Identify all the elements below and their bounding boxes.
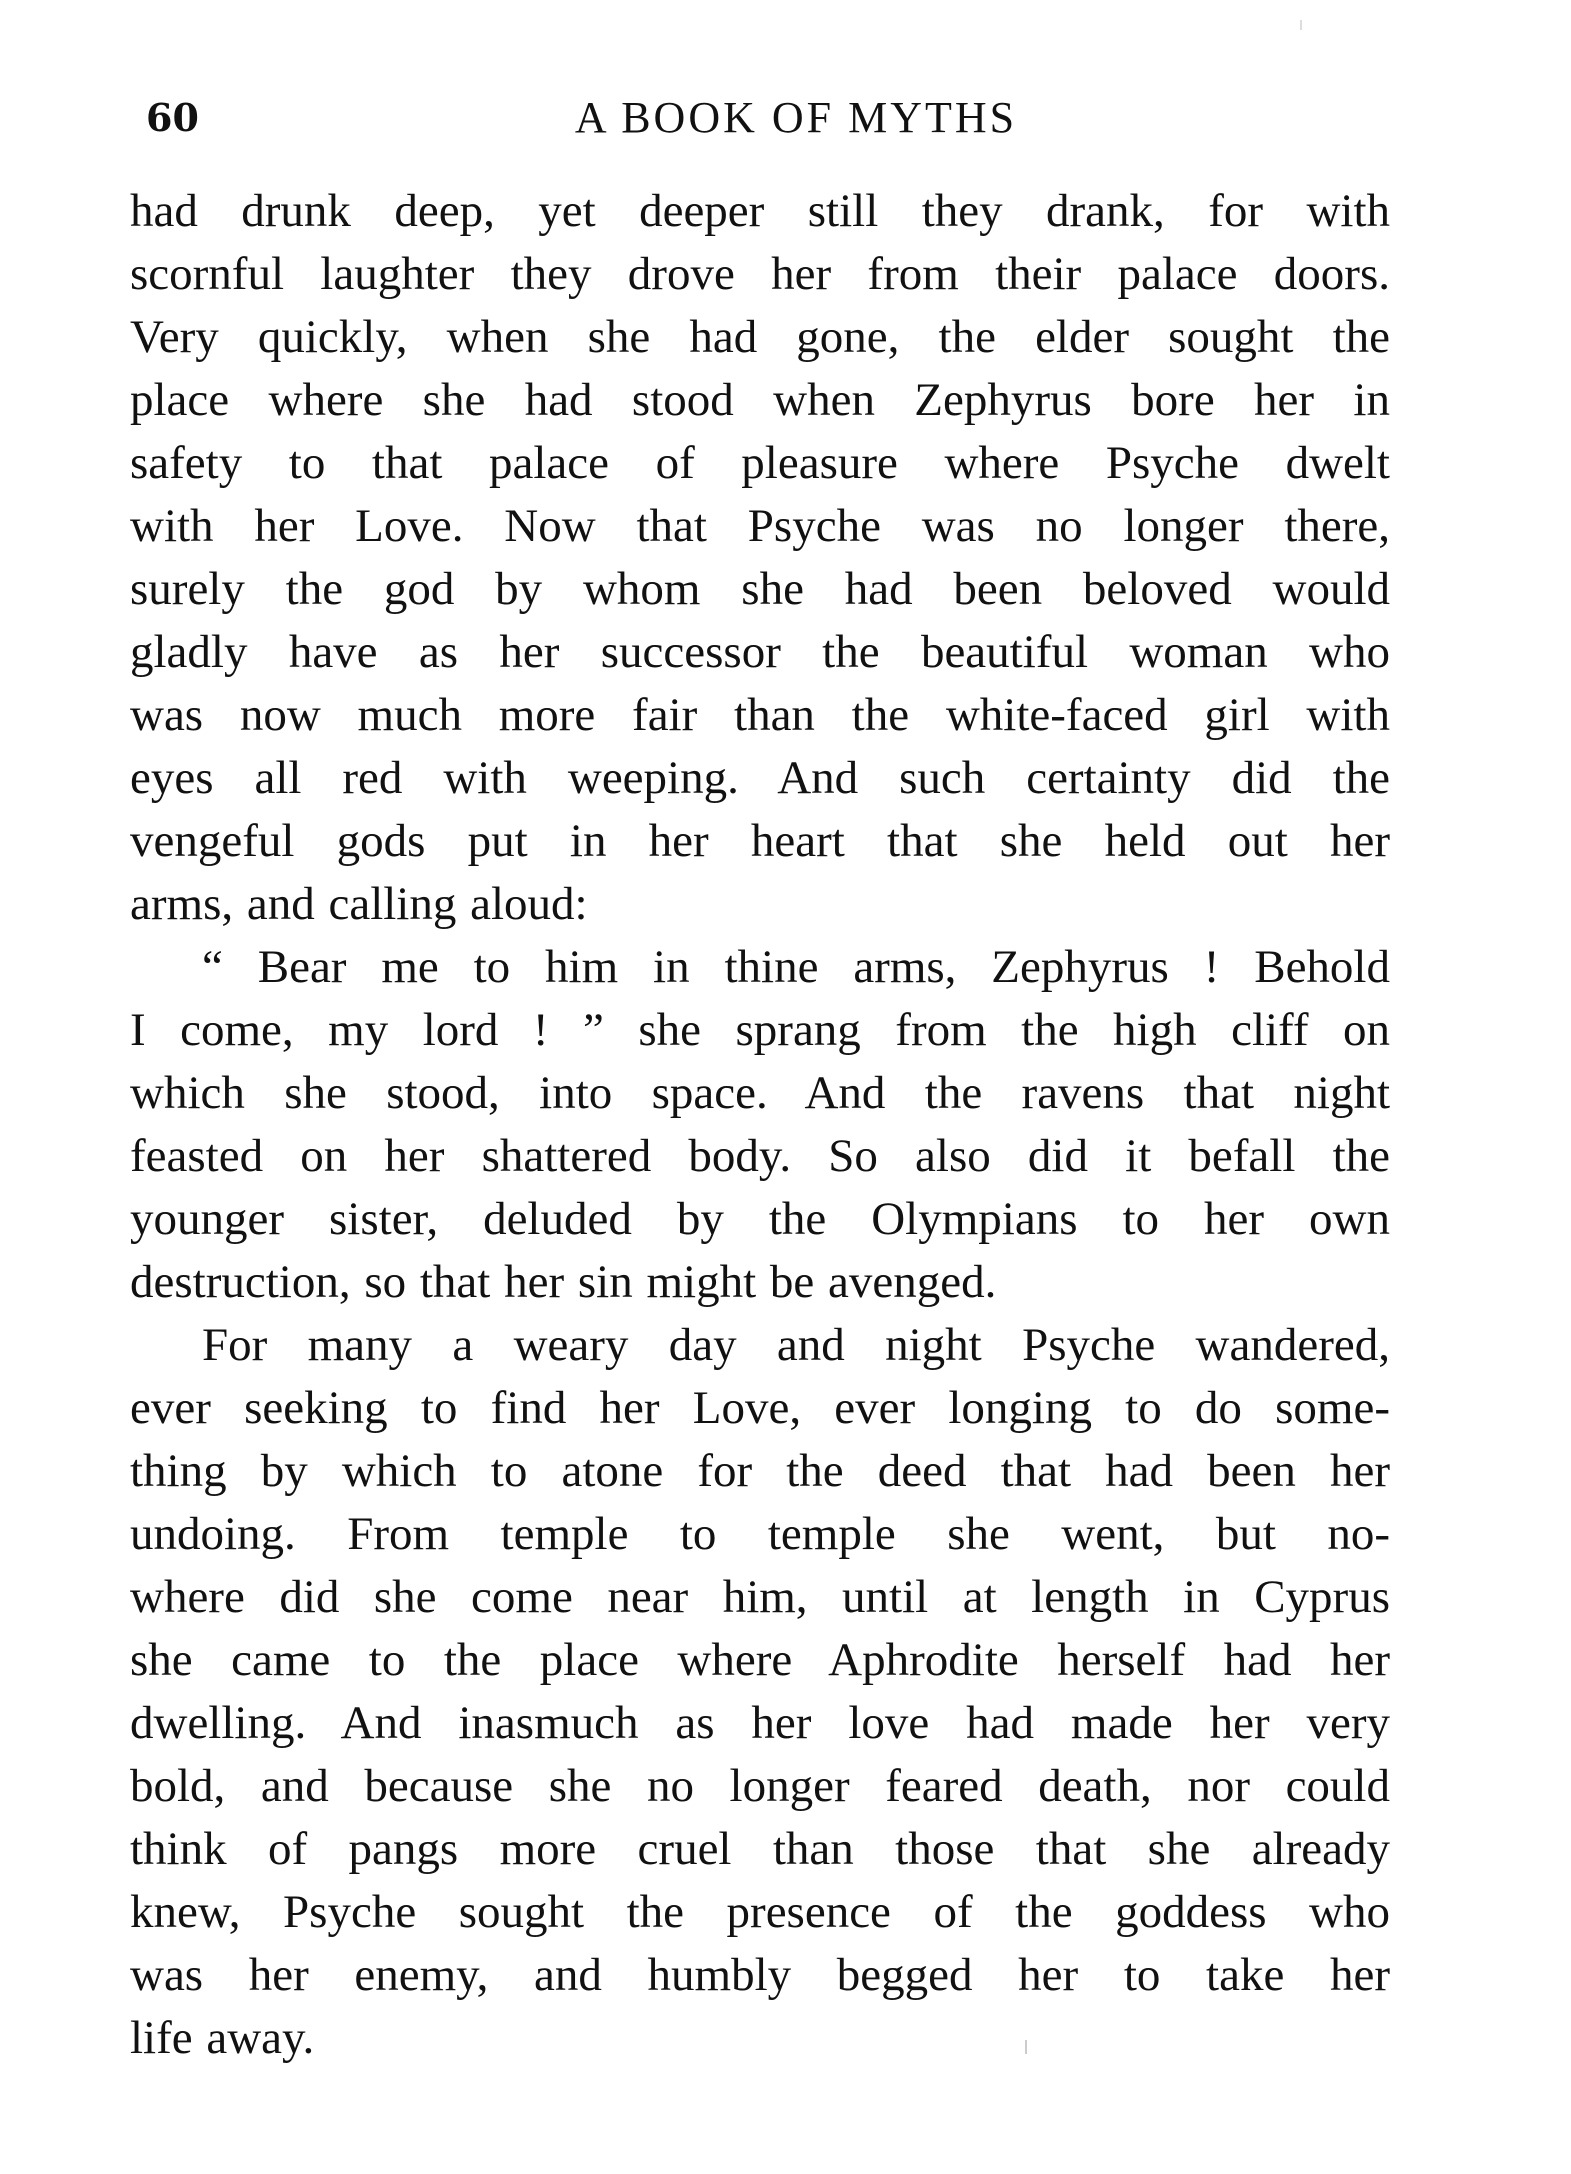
text-line: dwelling. And inasmuch as her love had made her very: [130, 1697, 1390, 1749]
text-line: “ Bear me to him in thine arms, Zephyrus ! Behold: [202, 941, 1390, 993]
text-line: safety to that palace of pleasure where Psyche dwelt: [130, 437, 1390, 489]
text-line: scornful laughter they drove her from their palace doors.: [130, 248, 1390, 300]
scan-speck: [1025, 2040, 1027, 2054]
text-line: ever seeking to find her Love, ever longing to do some-: [130, 1382, 1390, 1434]
text-line: arms, and calling aloud:: [130, 878, 588, 930]
page-number: 60: [146, 95, 199, 140]
text-line: destruction, so that her sin might be avenged.: [130, 1256, 997, 1308]
text-line: was now much more fair than the white-faced girl with: [130, 689, 1390, 741]
scan-speck: [1300, 20, 1302, 30]
text-line: bold, and because she no longer feared death, nor could: [130, 1760, 1390, 1812]
text-line: gladly have as her successor the beautiful woman who: [130, 626, 1390, 678]
text-line: she came to the place where Aphrodite herself had her: [130, 1634, 1390, 1686]
paragraph: [130, 180, 1390, 936]
text-line: thing by which to atone for the deed that had been her: [130, 1445, 1390, 1497]
text-line: had drunk deep, yet deeper still they drank, for with: [130, 185, 1390, 237]
text-line: think of pangs more cruel than those that she already: [130, 1823, 1390, 1875]
text-line: which she stood, into space. And the ravens that night: [130, 1067, 1390, 1119]
text-line: eyes all red with weeping. And such certainty did the: [130, 752, 1390, 804]
text-line: For many a weary day and night Psyche wandered,: [202, 1319, 1390, 1371]
text-line: vengeful gods put in her heart that she held out her: [130, 815, 1390, 867]
text-line: where did she come near him, until at length in Cyprus: [130, 1571, 1390, 1623]
text-line: with her Love. Now that Psyche was no longer there,: [130, 500, 1390, 552]
text-line: undoing. From temple to temple she went, but no-: [130, 1508, 1390, 1560]
text-line: feasted on her shattered body. So also did it befall the: [130, 1130, 1390, 1182]
paragraph: [130, 1314, 1390, 2070]
text-line: life away.: [130, 2012, 315, 2064]
text-line: younger sister, deluded by the Olympians to her own: [130, 1193, 1390, 1245]
text-line: was her enemy, and humbly begged her to take her: [130, 1949, 1390, 2001]
text-line: knew, Psyche sought the presence of the goddess who: [130, 1886, 1390, 1938]
text-line: I come, my lord ! ” she sprang from the high cliff on: [130, 1004, 1390, 1056]
text-line: Very quickly, when she had gone, the elder sought the: [130, 311, 1390, 363]
text-line: surely the god by whom she had been beloved would: [130, 563, 1390, 615]
running-title: A BOOK OF MYTHS: [574, 93, 1018, 142]
body-text: [130, 180, 1390, 2070]
paragraph: [130, 936, 1390, 1314]
page-header: [146, 88, 1386, 148]
text-line: place where she had stood when Zephyrus bore her in: [130, 374, 1390, 426]
